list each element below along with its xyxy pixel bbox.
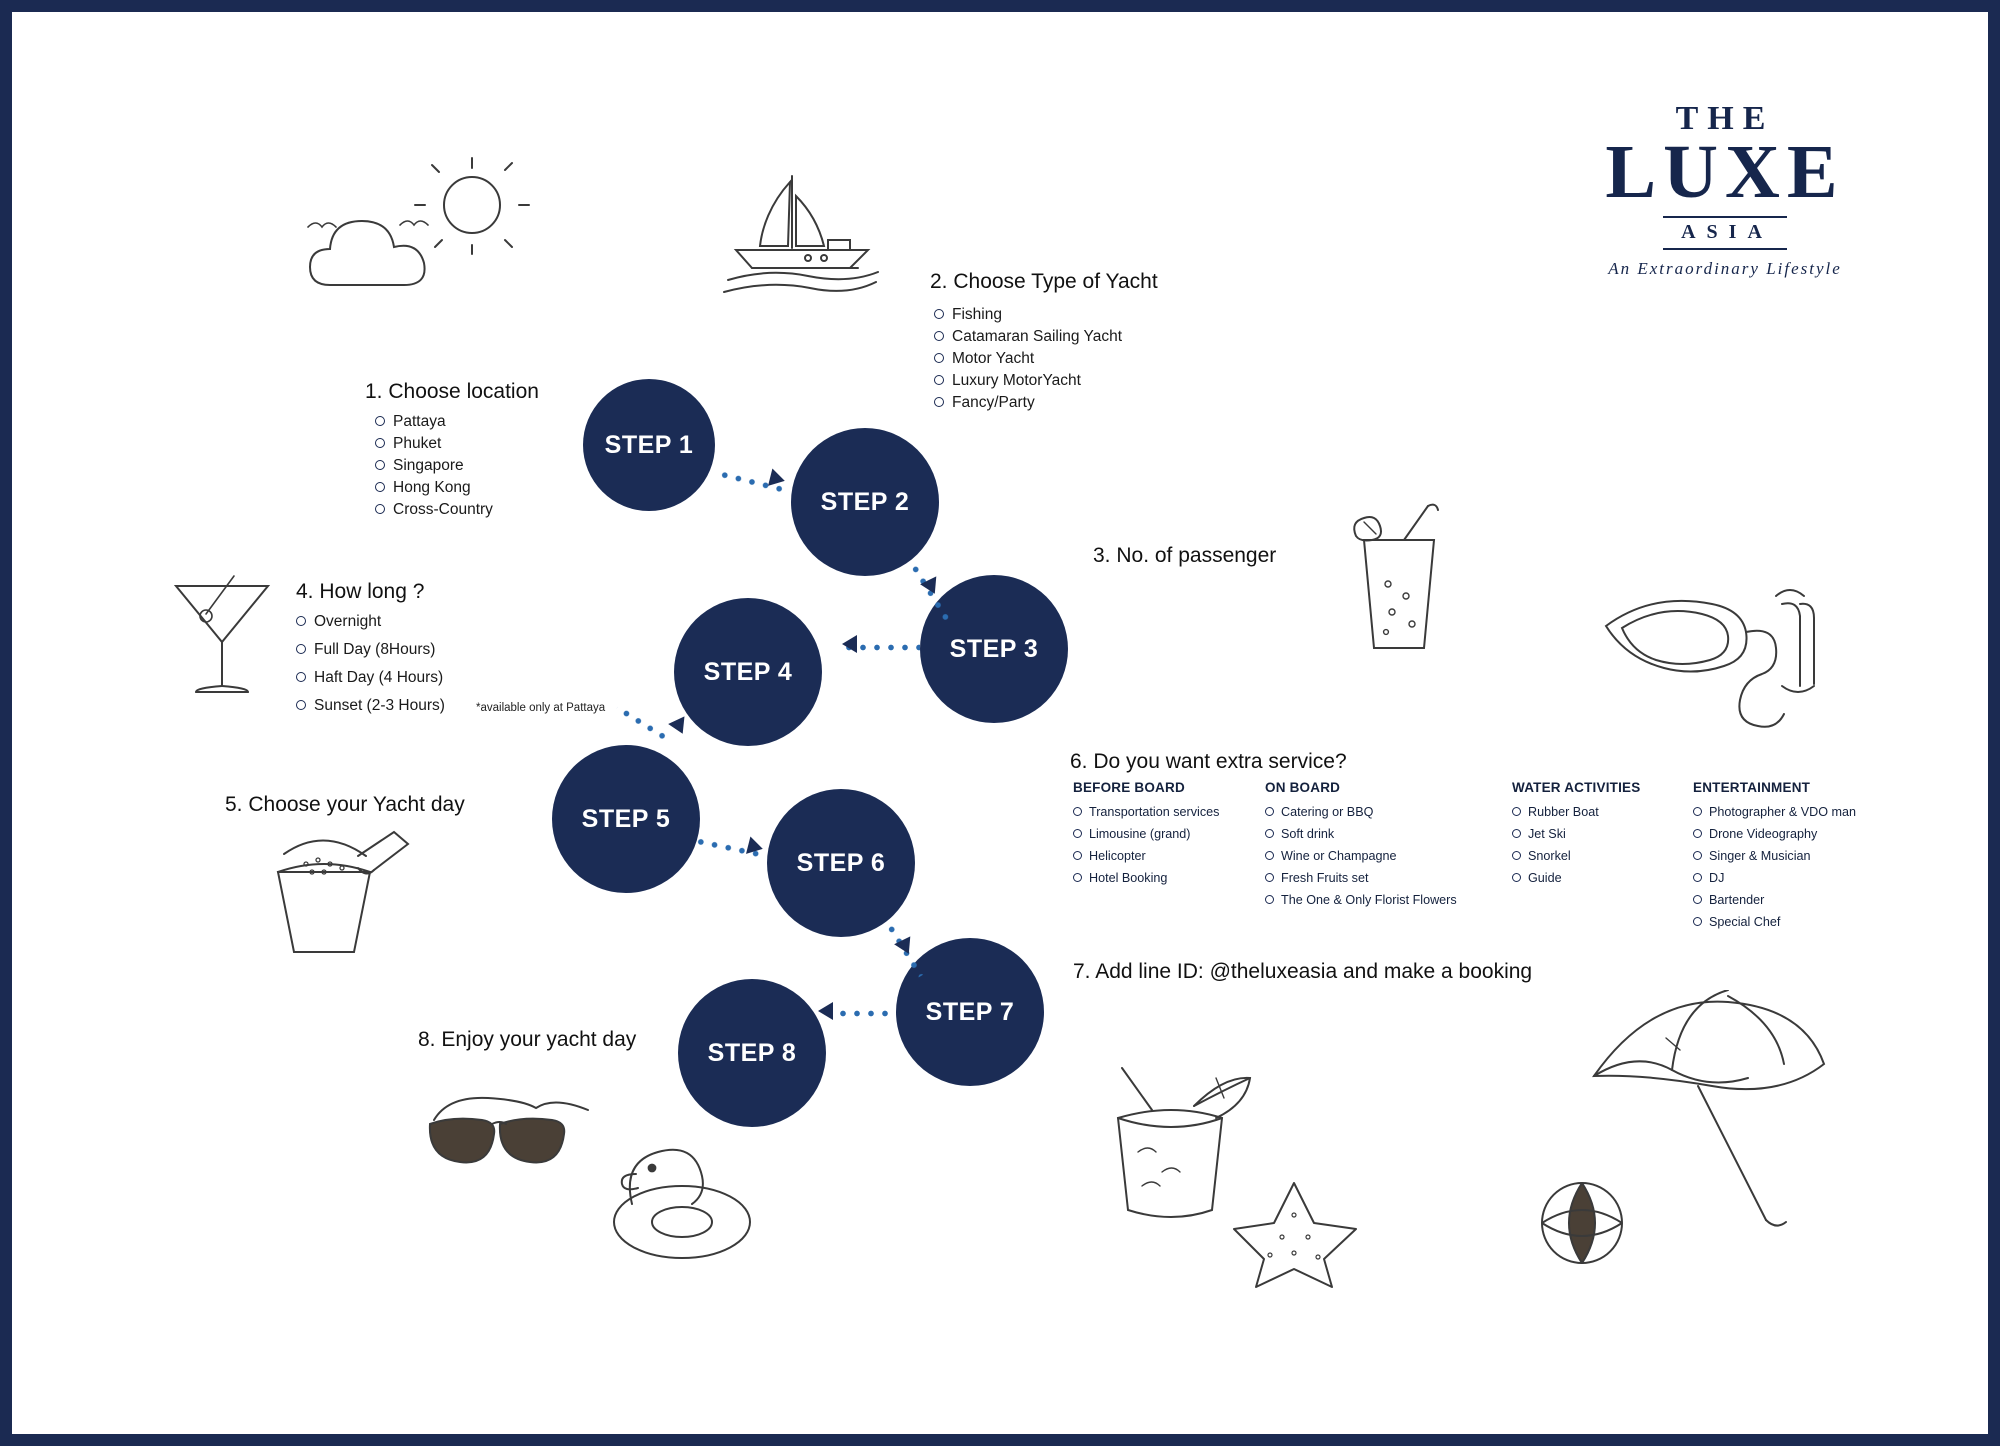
- service-before-transportation[interactable]: Transportation services: [1073, 805, 1219, 819]
- sunglasses-illustration: [420, 1080, 600, 1190]
- step-7-label: STEP 7: [925, 997, 1015, 1026]
- service-ent-photographer[interactable]: Photographer & VDO man: [1693, 805, 1856, 819]
- service-water-guide[interactable]: Guide: [1512, 871, 1562, 885]
- step-7-circle[interactable]: [896, 938, 1044, 1086]
- connector-arrow-7-8: [818, 1002, 833, 1020]
- section-extra-service-heading: 6. Do you want extra service?: [1070, 750, 1347, 773]
- radio-icon[interactable]: [1693, 873, 1702, 882]
- radio-icon[interactable]: [1693, 807, 1702, 816]
- step-6-circle[interactable]: [767, 789, 915, 937]
- radio-icon[interactable]: [375, 504, 385, 514]
- radio-icon[interactable]: [1073, 873, 1082, 882]
- step-6-label: STEP 6: [796, 848, 886, 877]
- service-ent-dj[interactable]: DJ: [1693, 871, 1724, 885]
- service-before-helicopter[interactable]: Helicopter: [1073, 849, 1146, 863]
- step-2-circle[interactable]: [791, 428, 939, 576]
- radio-icon[interactable]: [1073, 851, 1082, 860]
- service-ent-drone[interactable]: Drone Videography: [1693, 827, 1817, 841]
- radio-icon[interactable]: [1693, 917, 1702, 926]
- section-duration-heading: 4. How long ?: [296, 580, 425, 603]
- service-column-title-water-activities: WATER ACTIVITIES: [1512, 780, 1641, 795]
- radio-icon[interactable]: [296, 672, 306, 682]
- radio-icon[interactable]: [1693, 829, 1702, 838]
- logo-the: THE: [1675, 100, 1775, 137]
- option-yacht-fishing[interactable]: Fishing: [934, 306, 1002, 324]
- radio-icon[interactable]: [1512, 807, 1521, 816]
- service-column-title-on-board: ON BOARD: [1265, 780, 1341, 795]
- option-duration-sunset[interactable]: Sunset (2-3 Hours): [296, 697, 445, 715]
- radio-icon[interactable]: [1512, 873, 1521, 882]
- option-location-cross-country[interactable]: Cross-Country: [375, 501, 493, 519]
- section-location-heading: 1. Choose location: [365, 380, 539, 403]
- service-onboard-wine[interactable]: Wine or Champagne: [1265, 849, 1397, 863]
- service-before-hotel-booking[interactable]: Hotel Booking: [1073, 871, 1167, 885]
- option-duration-full-day[interactable]: Full Day (8Hours): [296, 641, 435, 659]
- service-ent-bartender[interactable]: Bartender: [1693, 893, 1764, 907]
- service-column-title-before-board: BEFORE BOARD: [1073, 780, 1185, 795]
- step-5-circle[interactable]: [552, 745, 700, 893]
- sand-bucket-illustration: [258, 818, 418, 968]
- section-yacht-day-heading: 5. Choose your Yacht day: [225, 793, 465, 816]
- radio-icon[interactable]: [1265, 895, 1274, 904]
- logo-asia-box: [1663, 216, 1787, 250]
- radio-icon[interactable]: [934, 353, 944, 363]
- step-1-circle[interactable]: [583, 379, 715, 511]
- duck-float-illustration: [590, 1130, 770, 1270]
- option-location-phuket[interactable]: Phuket: [375, 435, 441, 453]
- step-8-circle[interactable]: [678, 979, 826, 1127]
- service-ent-special-chef[interactable]: Special Chef: [1693, 915, 1780, 929]
- radio-icon[interactable]: [1693, 895, 1702, 904]
- snorkel-mask-illustration: [1590, 570, 1820, 740]
- radio-icon[interactable]: [296, 644, 306, 654]
- radio-icon[interactable]: [1265, 873, 1274, 882]
- step-2-label: STEP 2: [820, 487, 910, 516]
- beach-ball-illustration: [1532, 1173, 1632, 1273]
- service-column-title-entertainment: ENTERTAINMENT: [1693, 780, 1811, 795]
- radio-icon[interactable]: [375, 460, 385, 470]
- step-4-label: STEP 4: [703, 657, 793, 686]
- radio-icon[interactable]: [1512, 851, 1521, 860]
- logo-tagline: An Extraordinary Lifestyle: [1608, 258, 1842, 278]
- radio-icon[interactable]: [1265, 807, 1274, 816]
- option-yacht-luxury-motor[interactable]: Luxury MotorYacht: [934, 372, 1081, 390]
- option-yacht-catamaran[interactable]: Catamaran Sailing Yacht: [934, 328, 1122, 346]
- option-duration-overnight[interactable]: Overnight: [296, 613, 381, 631]
- radio-icon[interactable]: [375, 438, 385, 448]
- connector-arrow-3-4: [842, 635, 857, 653]
- service-water-snorkel[interactable]: Snorkel: [1512, 849, 1571, 863]
- radio-icon[interactable]: [934, 331, 944, 341]
- radio-icon[interactable]: [1693, 851, 1702, 860]
- radio-icon[interactable]: [934, 397, 944, 407]
- radio-icon[interactable]: [296, 616, 306, 626]
- duration-note: *available only at Pattaya: [476, 702, 606, 714]
- step-1-label: STEP 1: [604, 430, 694, 459]
- option-yacht-motor[interactable]: Motor Yacht: [934, 350, 1034, 368]
- service-water-rubber-boat[interactable]: Rubber Boat: [1512, 805, 1599, 819]
- section-yacht-type-heading: 2. Choose Type of Yacht: [930, 270, 1158, 293]
- service-onboard-fruits[interactable]: Fresh Fruits set: [1265, 871, 1368, 885]
- service-onboard-florist-flowers[interactable]: The One & Only Florist Flowers: [1265, 893, 1457, 907]
- option-location-singapore[interactable]: Singapore: [375, 457, 464, 475]
- option-location-hong-kong[interactable]: Hong Kong: [375, 479, 471, 497]
- service-ent-singer[interactable]: Singer & Musician: [1693, 849, 1811, 863]
- radio-icon[interactable]: [375, 482, 385, 492]
- logo-asia: ASIA: [1681, 220, 1773, 243]
- step-3-label: STEP 3: [949, 634, 1039, 663]
- radio-icon[interactable]: [1073, 829, 1082, 838]
- radio-icon[interactable]: [1265, 851, 1274, 860]
- section-passengers-heading: 3. No. of passenger: [1093, 544, 1277, 567]
- service-onboard-soft-drink[interactable]: Soft drink: [1265, 827, 1334, 841]
- radio-icon[interactable]: [934, 309, 944, 319]
- section-booking-heading: 7. Add line ID: @theluxeasia and make a booking: [1073, 960, 1533, 983]
- logo-luxe: LUXE: [1605, 130, 1845, 214]
- service-water-jet-ski[interactable]: Jet Ski: [1512, 827, 1566, 841]
- option-duration-half-day[interactable]: Haft Day (4 Hours): [296, 669, 443, 687]
- service-before-limousine[interactable]: Limousine (grand): [1073, 827, 1191, 841]
- brand-logo: [1560, 100, 1890, 279]
- radio-icon[interactable]: [934, 375, 944, 385]
- service-onboard-catering[interactable]: Catering or BBQ: [1265, 805, 1373, 819]
- yacht-illustration: [700, 170, 890, 310]
- step-3-circle[interactable]: [920, 575, 1068, 723]
- radio-icon[interactable]: [375, 416, 385, 426]
- step-8-label: STEP 8: [707, 1038, 797, 1067]
- radio-icon[interactable]: [1512, 829, 1521, 838]
- starfish-illustration: [1230, 1175, 1360, 1295]
- radio-icon[interactable]: [296, 700, 306, 710]
- step-5-label: STEP 5: [581, 804, 671, 833]
- cocktail-illustration: [162, 568, 282, 708]
- radio-icon[interactable]: [1265, 829, 1274, 838]
- section-enjoy-heading: 8. Enjoy your yacht day: [418, 1028, 637, 1051]
- option-location-pattaya[interactable]: Pattaya: [375, 413, 446, 431]
- step-4-circle[interactable]: [674, 598, 822, 746]
- radio-icon[interactable]: [1073, 807, 1082, 816]
- sun-cloud-illustration: [300, 150, 560, 330]
- option-yacht-fancy-party[interactable]: Fancy/Party: [934, 394, 1035, 412]
- tall-drink-illustration: [1330, 500, 1460, 660]
